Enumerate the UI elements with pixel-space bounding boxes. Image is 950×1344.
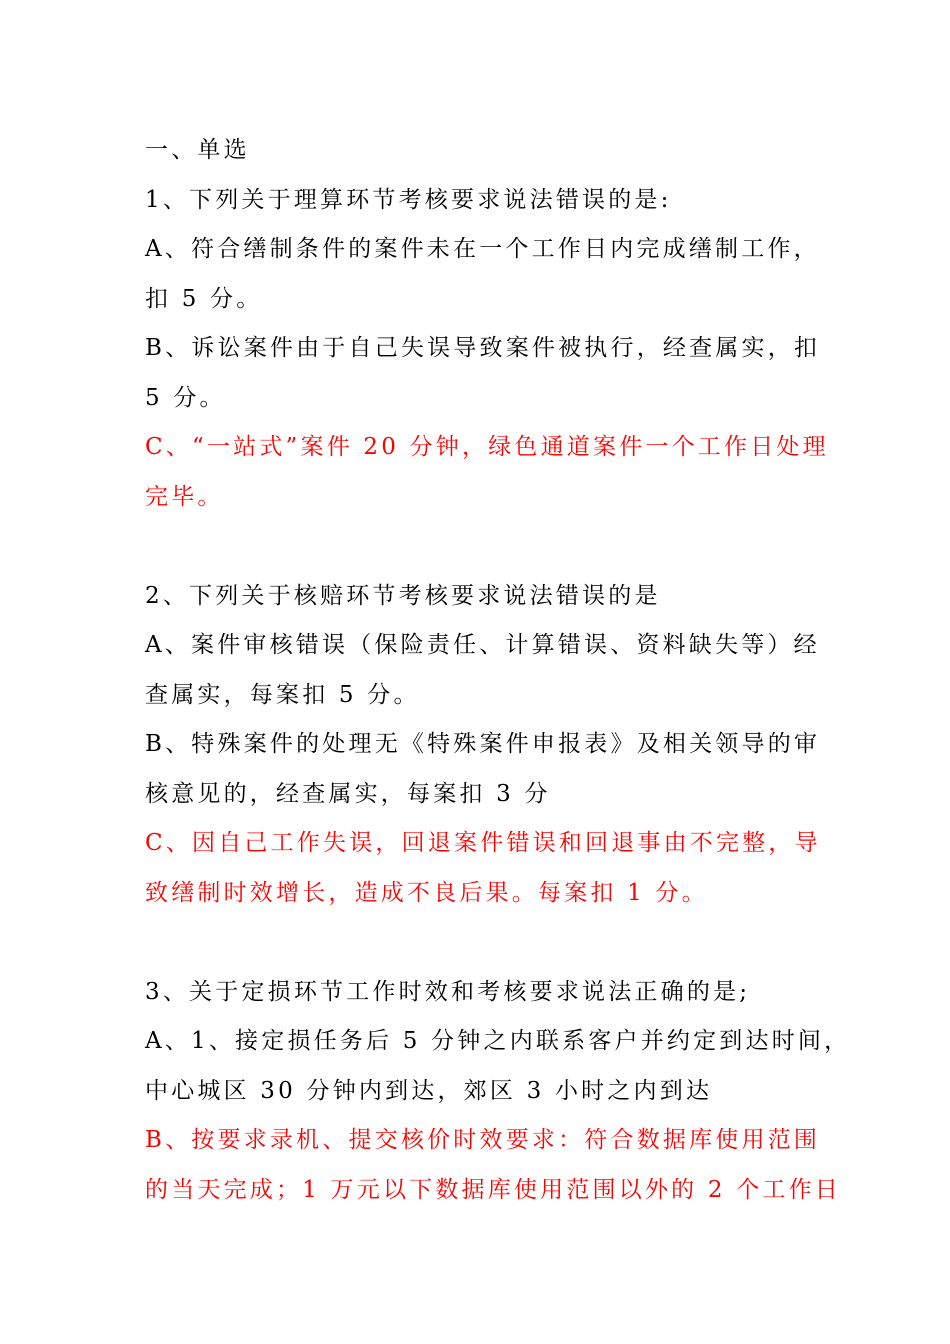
- option-line: 扣 5 分。: [145, 285, 263, 312]
- spacer: [145, 522, 810, 572]
- option-b-correct: [145, 1116, 841, 1215]
- option-b: [145, 720, 821, 819]
- option-a: [145, 1017, 851, 1116]
- option-a: [145, 225, 820, 324]
- question-1: [145, 176, 829, 523]
- question-2: [145, 572, 821, 919]
- document-page: [145, 126, 851, 1215]
- question-stem: 1、下列关于理算环节考核要求说法错误的是:: [145, 186, 672, 213]
- option-line: 5 分。: [145, 384, 226, 411]
- option-line: 的当天完成；1 万元以下数据库使用范围以外的 2 个工作日: [145, 1176, 841, 1203]
- question-stem: 3、关于定损环节工作时效和考核要求说法正确的是;: [145, 978, 751, 1005]
- option-line: B、诉讼案件由于自己失误导致案件被执行，经查属实，扣: [145, 335, 821, 361]
- question-3: [145, 968, 851, 1216]
- option-c-correct: [145, 423, 829, 522]
- option-a: [145, 621, 820, 720]
- option-line: B、按要求录机、提交核价时效要求：符合数据库使用范围: [145, 1127, 821, 1153]
- option-line: A、案件审核错误（保险责任、计算错误、资料缺失等）经: [145, 632, 820, 658]
- option-line: A、1、接定损任务后 5 分钟之内联系客户并约定到达时间，: [145, 1028, 851, 1054]
- option-b: [145, 324, 821, 423]
- option-line: C、因自己工作失误，回退案件错误和回退事由不完整，导: [145, 830, 821, 856]
- option-line: C、“一站式”案件 20 分钟，绿色通道案件一个工作日处理: [145, 434, 829, 460]
- option-line: 致缮制时效增长，造成不良后果。每案扣 1 分。: [145, 879, 708, 906]
- option-line: B、特殊案件的处理无《特殊案件申报表》及相关领导的审: [145, 731, 821, 757]
- question-stem: 2、下列关于核赔环节考核要求说法错误的是: [145, 582, 661, 609]
- section-title: 一、单选: [145, 137, 250, 163]
- option-line: 完毕。: [145, 483, 224, 510]
- option-line: A、符合缮制条件的案件未在一个工作日内完成缮制工作，: [145, 236, 820, 262]
- option-line: 中心城区 30 分钟内到达，郊区 3 小时之内到达: [145, 1077, 713, 1104]
- option-line: 核意见的，经查属实，每案扣 3 分: [145, 780, 551, 807]
- option-c-correct: [145, 819, 821, 918]
- spacer: [145, 918, 810, 968]
- option-line: 查属实，每案扣 5 分。: [145, 681, 420, 708]
